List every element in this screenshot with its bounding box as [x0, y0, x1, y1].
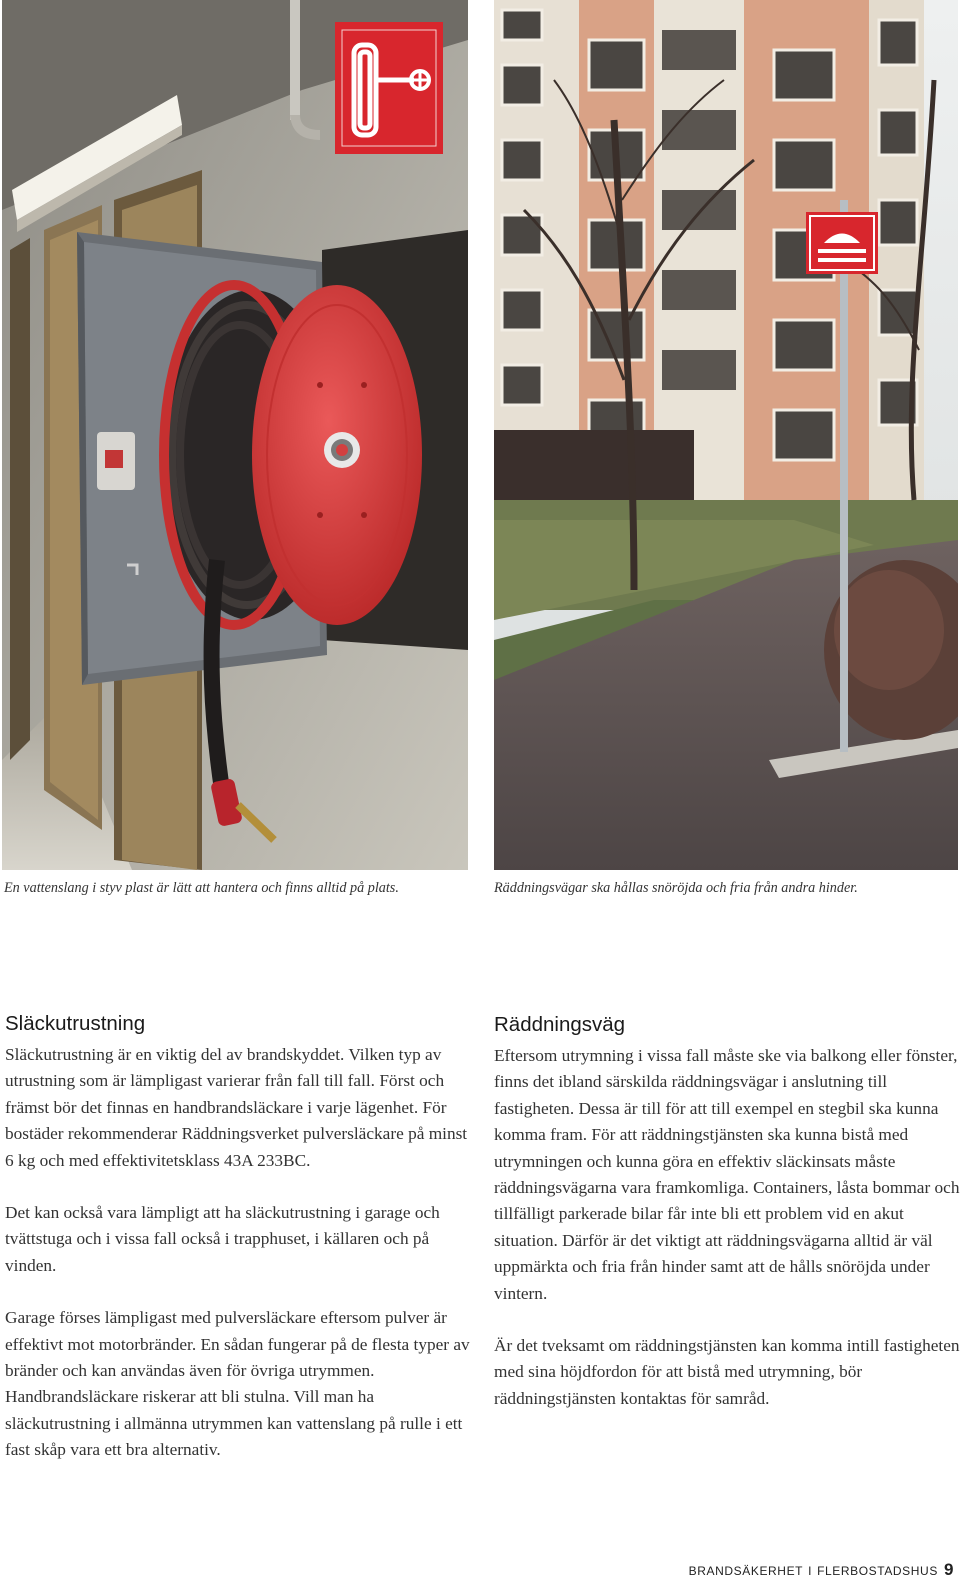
rescue-route-sign-icon: [806, 212, 878, 274]
footer-separator: I: [808, 1564, 813, 1578]
body-paragraph: Släckutrustning är en viktig del av brandskyddet. Vilken typ av utrustning som är lämpligast varierar från fall till fall. Först och främst bör det finnas en handbrandsläckare i varje lägenhet. För bostäder rekommenderar Räddningsverket pulversläckare på minst 6 kg och med effektivitetsklass 43A 233BC.: [5, 1045, 468, 1170]
section-slackutrustning: [5, 1012, 475, 1490]
photo-caption-left: En vattenslang i styv plast är lätt att hantera och finns alltid på plats.: [4, 880, 399, 896]
rescue-road-photo: [494, 0, 958, 870]
photo-caption-right: Räddningsvägar ska hållas snöröjda och fria från andra hinder.: [494, 880, 858, 896]
footer-title-right: FLERBOSTADSHUS: [817, 1564, 938, 1578]
page-footer: [689, 1560, 954, 1580]
fire-hose-reel-photo: [2, 0, 468, 870]
fire-hose-sign-icon: [335, 22, 443, 154]
body-paragraph: Garage förses lämpligast med pulversläckare eftersom pulver är effektivt mot motorbränder. En sådan fungerar på de flesta typer av bränder och kan användas även för övriga utrymmen. Handbrandsläckare riskerar att bli stulna. Vill man ha släckutrustning i allmänna utrymmen kan vattenslang på rulle i ett fast skåp vara ett bra alternativ.: [5, 1308, 470, 1460]
body-paragraph: Det kan också vara lämpligt att ha släckutrustning i garage och tvättstuga och i vissa fall också i trapphuset, i källaren och på vinden.: [5, 1203, 440, 1275]
body-paragraph: Eftersom utrymning i vissa fall måste ske via balkong eller fönster, finns det ibland särskilda räddningsvägar i anslutning till fastigheten. Dessa är till för att till exempel en stegbil ska kunna komma fram. För att räddningstjänsten ska kunna bistå med utrymningen och kunna göra en effektiv släckinsats måste räddningsvägarna vara framkomliga. Containers, låsta bommar och tillfälligt parkerade bilar får inte bli ett problem vid en akut situation. Därför är det viktigt att räddningsvägarna alltid är väl uppmärkta och fria från hinder samt att de hålls snöröjda under vintern.: [494, 1046, 960, 1303]
footer-title-left: BRANDSÄKERHET: [688, 1564, 804, 1578]
section-heading: Räddningsväg: [494, 1013, 626, 1036]
page-number: 9: [943, 1560, 954, 1579]
section-heading: Släckutrustning: [5, 1012, 146, 1035]
body-paragraph: Är det tveksamt om räddningstjänsten kan komma intill fastigheten med sina höjdfordon för att bistå med utrymning, bör räddningstjänsten kontaktas för samråd.: [494, 1336, 960, 1408]
section-raddningsvag: [494, 1013, 960, 1438]
